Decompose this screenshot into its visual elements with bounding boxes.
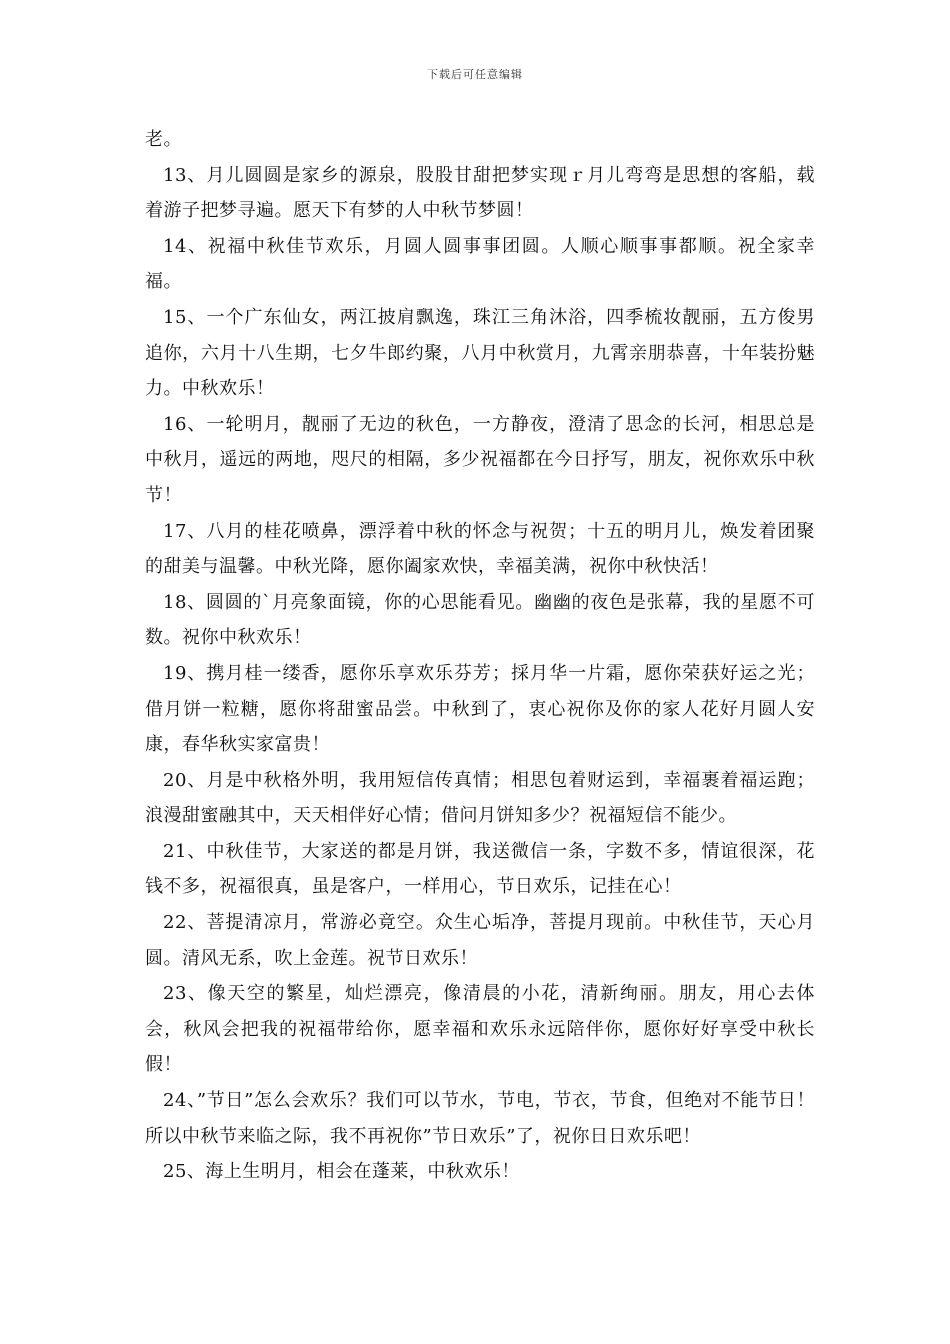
paragraph-19: 19、携月桂一缕香，愿你乐享欢乐芬芳；採月华一片霜，愿你荣获好运之光；借月饼一粒糖，愿你将甜蜜品尝。中秋到了，衷心祝你及你的家人花好月圆人安康，春华秋实家富贵！ — [145, 662, 815, 756]
paragraph-17: 17、八月的桂花喷鼻，漂浮着中秋的怀念与祝贺；十五的明月儿，焕发着团聚的甜美与温馨。中秋光降，愿你阖家欢快，幸福美满，祝你中秋快活！ — [145, 520, 815, 578]
paragraph-18: 18、圆圆的`月亮象面镜，你的心思能看见。幽幽的夜色是张幕，我的星愿不可数。祝你中秋欢乐！ — [145, 591, 815, 649]
paragraph-21: 21、中秋佳节，大家送的都是月饼，我送微信一条，字数不多，情谊很深，花钱不多，祝福很真，虽是客户，一样用心，节日欢乐，记挂在心！ — [145, 840, 815, 898]
paragraph-15: 15、一个广东仙女，两江披肩飘逸，珠江三角沐浴，四季梳妆靓丽，五方俊男追你，六月十八生期，七夕牛郎约聚，八月中秋赏月，九霄亲朋恭喜，十年装扮魅力。中秋欢乐！ — [145, 306, 815, 400]
paragraph-25: 25、海上生明月，相会在蓬莱，中秋欢乐！ — [163, 1161, 520, 1183]
paragraph-22: 22、菩提清凉月，常游必竟空。众生心垢净，菩提月现前。中秋佳节，天心月圆。清风无系，吹上金莲。祝节日欢乐！ — [145, 912, 815, 969]
document-body — [145, 122, 815, 1190]
paragraph-24: 24、”节日”怎么会欢乐？我们可以节水，节电，节衣，节食，但绝对不能节日！所以中秋节来临之际，我不再祝你”节日欢乐”了，祝你日日欢乐吧！ — [145, 1090, 815, 1147]
page-header: 下载后可任意编辑 — [427, 68, 523, 81]
paragraph-16: 16、一轮明月，靓丽了无边的秋色，一方静夜，澄清了思念的长河，相思总是中秋月，遥远的两地，咫尺的相隔，多少祝福都在今日抒写，朋友，祝你欢乐中秋节！ — [145, 413, 815, 506]
paragraph-continuation: 老。 — [145, 129, 182, 150]
paragraph-20: 20、月是中秋格外明，我用短信传真情；相思包着财运到，幸福裹着福运跑；浪漫甜蜜融其中，天天相伴好心情；借问月饼知多少？祝福短信不能少。 — [145, 769, 815, 827]
paragraph-23: 23、像天空的繁星，灿烂漂亮，像清晨的小花，清新绚丽。朋友，用心去体会，秋风会把我的祝福带给你，愿幸福和欢乐永远陪伴你，愿你好好享受中秋长假！ — [145, 983, 815, 1076]
paragraph-14: 14、祝福中秋佳节欢乐，月圆人圆事事团圆。人顺心顺事事都顺。祝全家幸福。 — [145, 235, 815, 293]
paragraph-13: 13、月儿圆圆是家乡的源泉，股股甘甜把梦实现ｒ月儿弯弯是思想的客船，载着游子把梦寻遍。愿天下有梦的人中秋节梦圆！ — [145, 164, 815, 222]
